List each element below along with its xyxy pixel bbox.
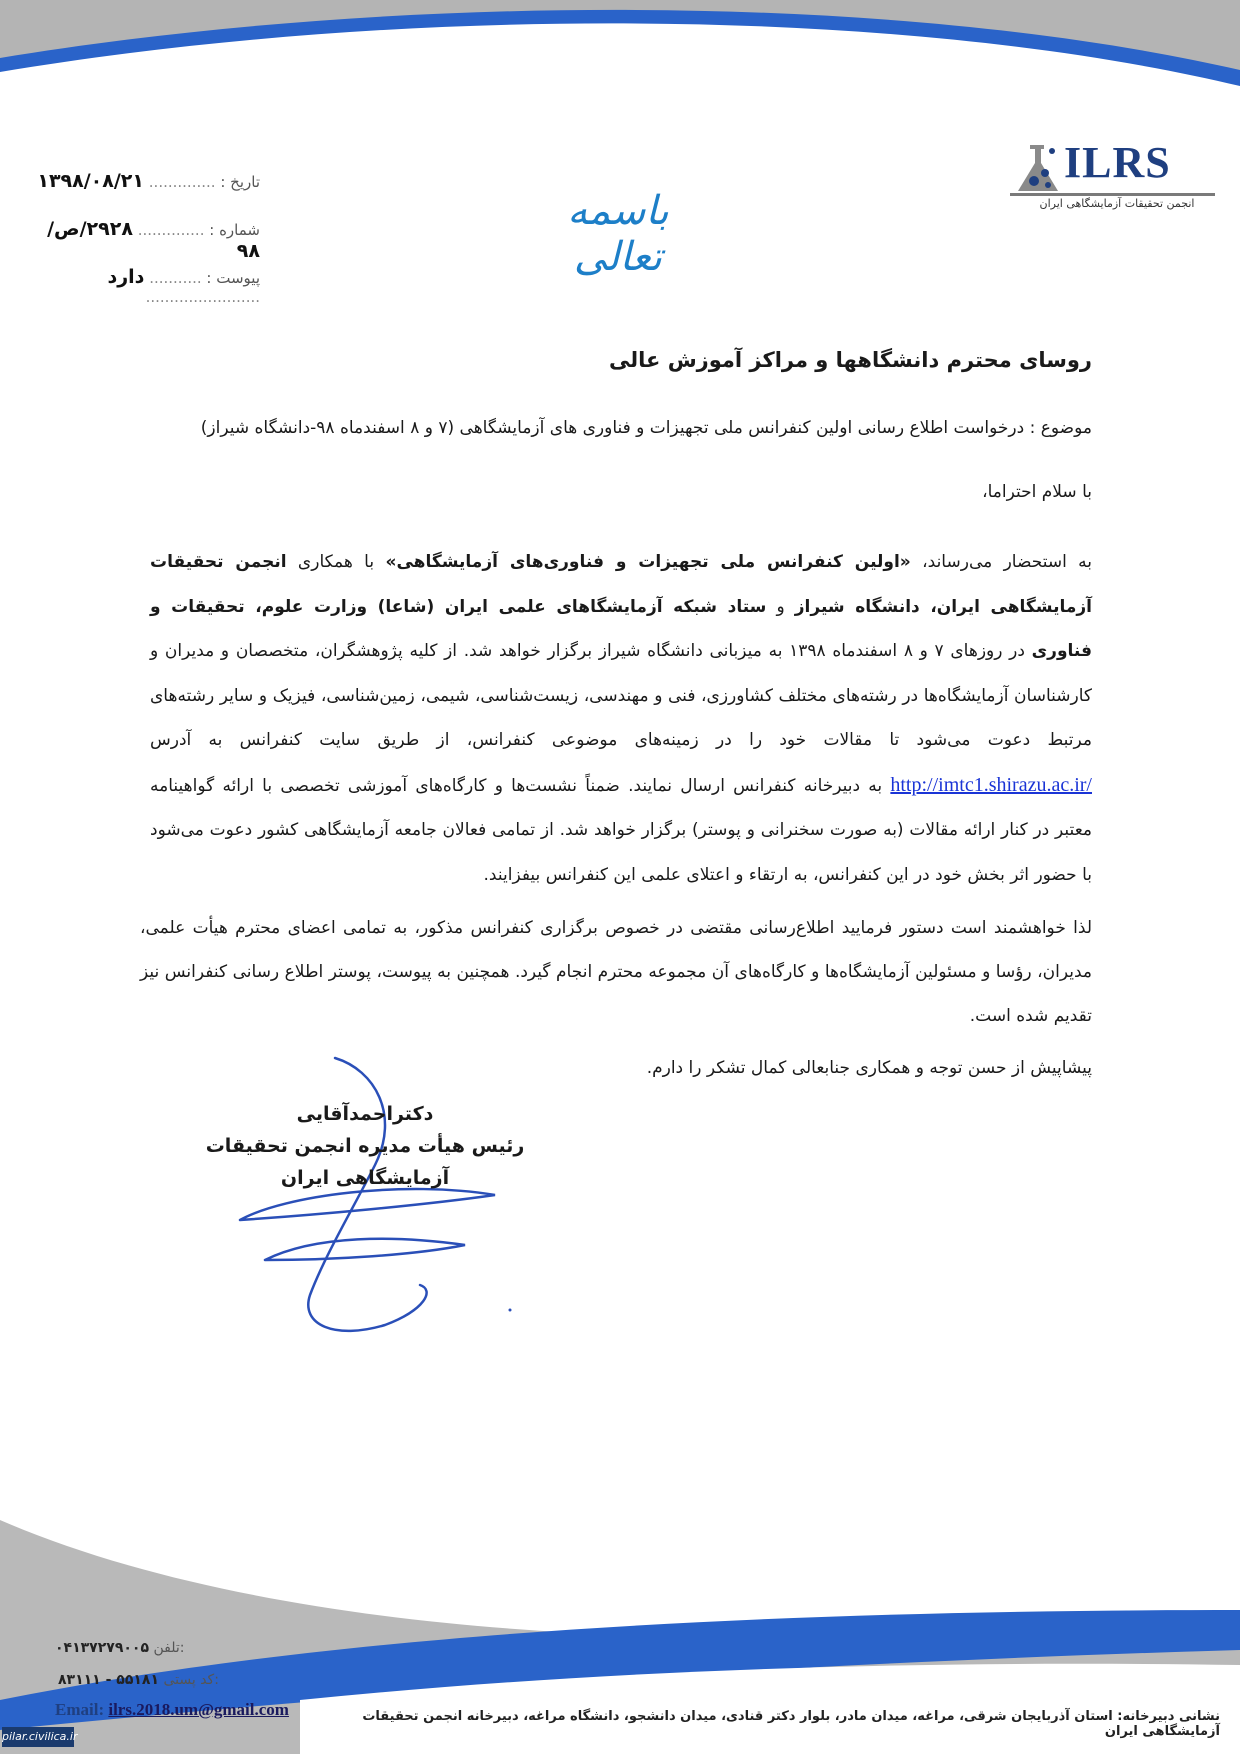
letter-subject: موضوع : درخواست اطلاع رسانی اولین کنفرانس ملی تجهیزات و فناوری های آزمایشگاهی (۷ و ۸ اسفندماه ۹۸-دانشگاه شیراز) [200, 418, 1092, 438]
attachment-label: پیوست : [206, 269, 260, 287]
signer-name: دکتراحمدآقایی [296, 1103, 434, 1125]
footer-email-link[interactable]: ilrs.2018.um@gmail.com [108, 1700, 289, 1719]
footer-phone-label: تلفن: [153, 1640, 185, 1656]
header-wave-decoration [0, 0, 1240, 110]
p1-end: به دبیرخانه کنفرانس ارسال نمایند. ضمناً نشست‌ها و کارگاه‌های آموزشی تخصصی با ارائه گواهینامه معتبر در کنار ارائه مقالات (به صورت سخنرانی و پوستر) برگزار خواهد شد. از تمامی فعالان جامعه آزمایشگاهی کشور دعوت می‌شود با حضور اثر بخش خود در این کنفرانس، به ارتقاء و اعتلای علمی این کنفرانس بیفزایند. [150, 775, 1092, 885]
footer-postal-value: ۸۳۱۱۱ - ۵۵۱۸۱ [58, 1672, 160, 1688]
date-row: تاریخ : .............. ۱۳۹۸/۰۸/۲۱ [37, 170, 260, 192]
letter-thanks: پیشاپیش از حسن توجه و همکاری جنابعالی کمال تشکر را دارم. [646, 1058, 1092, 1078]
logo-text: ILRS [1064, 138, 1171, 187]
letter-greeting: با سلام احتراما، [982, 482, 1092, 502]
footer-phone-value: ۰۴۱۳۷۲۷۹۰۰۵ [55, 1640, 149, 1656]
p1-org-2: ستاد شبکه آزمایشگاهای علمی ایران (شاعا) وزارت علوم، تحقیقات و فناوری [150, 596, 1092, 661]
p1-conference-name: «اولین کنفرانس ملی تجهیزات و فناوری‌های آزمایشگاهی» [385, 552, 911, 572]
logo-underline [1010, 193, 1215, 196]
signer-title-line1: رئیس هیأت مدیره انجمن تحقیقات [205, 1135, 525, 1157]
bismillah-heading: باسمه تعالی [567, 188, 669, 280]
footer-postal [58, 1672, 219, 1688]
attachment-value: دارد [107, 266, 145, 288]
p1-and: و [766, 596, 795, 617]
p1-org-1: انجمن تحقیقات آزمایشگاهی ایران، دانشگاه شیراز [150, 552, 1092, 617]
number-value: ۲۹۲۸/ص/۹۸ [47, 218, 260, 262]
ilrs-logo [1000, 135, 1220, 225]
p1-with: با همکاری [286, 552, 386, 572]
footer-phone [55, 1640, 184, 1656]
p1-body: در روزهای ۷ و ۸ اسفندماه ۱۳۹۸ به میزبانی دانشگاه شیراز برگزار خواهد شد. از کلیه پژوهشگران، متخصصان و مدیران و کارشناسان آزمایشگاه‌ها در رشته‌های مختلف کشاورزی، فنی و مهندسی، زیست‌شناسی، شیمی، زمین‌شناسی، فیزیک و سایر رشته‌های مرتبط دعوت می‌شود تا مقالات خود را در زمینه‌های موضوعی کنفرانس، از طریق سایت کنفرانس به آدرس [150, 641, 1092, 750]
date-value: ۱۳۹۸/۰۸/۲۱ [37, 170, 144, 192]
signature-block [200, 1098, 530, 1194]
letter-recipient: روسای محترم دانشگاهها و مراکز آموزش عالی [609, 348, 1092, 372]
flask-icon [1012, 141, 1064, 195]
footer-postal-label: کد پستی: [163, 1672, 219, 1688]
attachment-row: پیوست : ........... دارد ........................ [107, 266, 260, 306]
logo-subtitle: انجمن تحقیقات آزمایشگاهی ایران [1039, 197, 1195, 210]
number-row: شماره : .............. ۲۹۲۸/ص/۹۸ [47, 218, 260, 262]
conference-website-link[interactable]: http://imtc1.shirazu.ac.ir/ [890, 773, 1092, 796]
letter-paragraph-main [150, 540, 1092, 897]
watermark-badge: pilar.civilica.ir [2, 1727, 74, 1747]
footer-address: نشانی دبیرخانه: استان آذربایجان شرقی، مراغه، میدان مادر، بلوار دکتر قنادی، میدان دانشجو، دانشگاه مراغه، دبیرخانه انجمن تحقیقات آزمایشگاهی ایران [362, 1709, 1220, 1739]
footer-email [55, 1700, 289, 1720]
letter-paragraph-request: لذا خواهشمند است دستور فرمایید اطلاع‌رسانی مقتضی در خصوص برگزاری کنفرانس مذکور، به تمامی اعضای محترم هیأت علمی، مدیران، رؤسا و مسئولین آزمایشگاه‌ها و کارگاه‌های آن مجموعه محترم انجام گیرد. همچنین به پیوست، پوستر اطلاع رسانی کنفرانس نیز تقدیم شده است. [140, 918, 1092, 1026]
date-label: تاریخ : [220, 173, 260, 191]
number-label: شماره : [209, 221, 260, 239]
p1-intro: به استحضار می‌رساند، [910, 552, 1093, 572]
signer-title-line2: آزمایشگاهی ایران [280, 1167, 450, 1189]
footer-email-label: Email: [55, 1700, 105, 1719]
